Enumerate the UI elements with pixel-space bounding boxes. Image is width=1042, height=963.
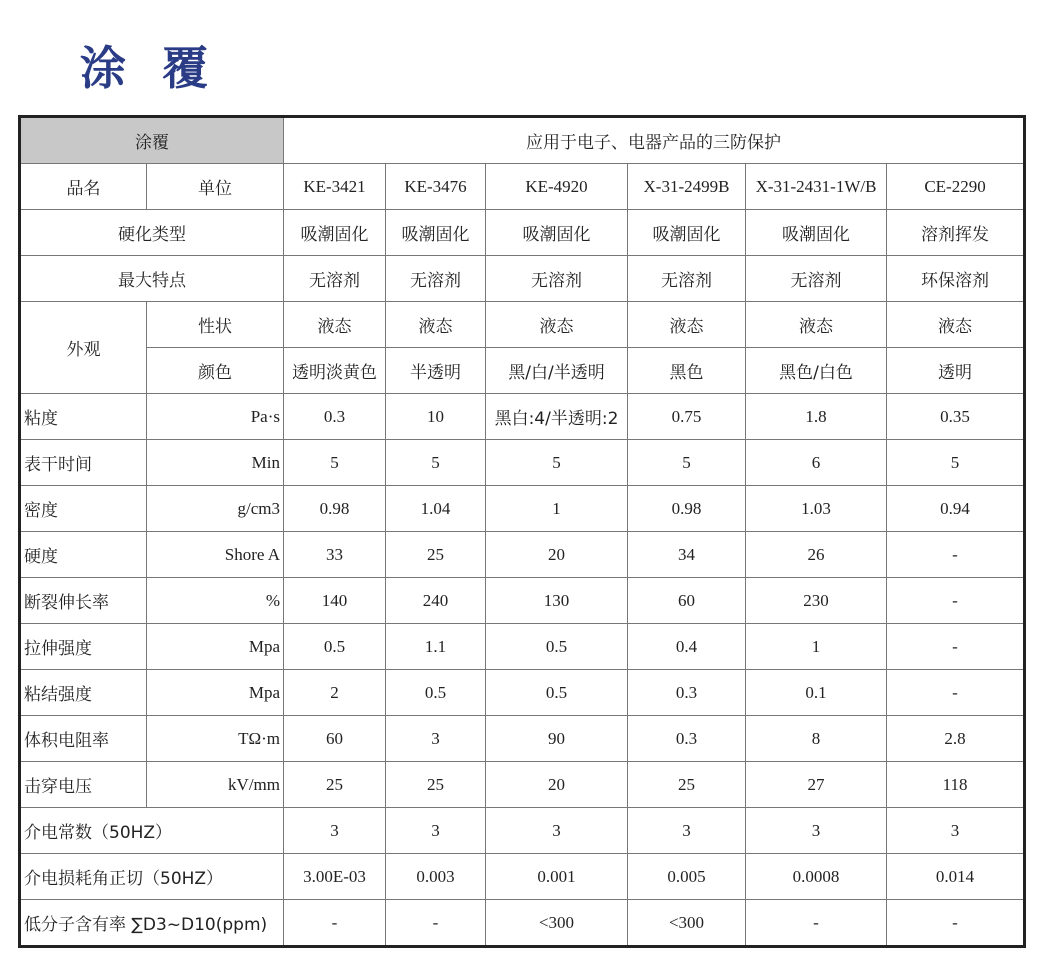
table-cell: 27 <box>746 762 887 808</box>
property-label: 表干时间 <box>20 440 147 486</box>
property-label: 密度 <box>20 486 147 532</box>
table-row <box>20 624 1025 670</box>
table-cell: 0.003 <box>386 854 486 900</box>
table-cell: 无溶剂 <box>284 256 386 302</box>
table-row <box>20 716 1025 762</box>
table-cell: 1 <box>486 486 628 532</box>
table-cell: 10 <box>386 394 486 440</box>
product-name: X-31-2499B <box>628 164 746 210</box>
table-cell: - <box>887 900 1025 947</box>
table-cell: 1 <box>746 624 887 670</box>
table-row-feature <box>20 256 1025 302</box>
unit-cell: Shore A <box>147 532 284 578</box>
table-cell: 33 <box>284 532 386 578</box>
table-cell: 140 <box>284 578 386 624</box>
table-cell: 5 <box>486 440 628 486</box>
table-cell: 1.03 <box>746 486 887 532</box>
row-label: 硬化类型 <box>20 210 284 256</box>
table-cell: 液态 <box>887 302 1025 348</box>
table-cell: 0.014 <box>887 854 1025 900</box>
table-cell: 3 <box>746 808 887 854</box>
table-cell: 2.8 <box>887 716 1025 762</box>
unit-cell: g/cm3 <box>147 486 284 532</box>
table-row <box>20 900 1025 947</box>
table-cell: 无溶剂 <box>486 256 628 302</box>
property-label: 粘度 <box>20 394 147 440</box>
table-cell: 0.001 <box>486 854 628 900</box>
table-cell: 0.3 <box>628 716 746 762</box>
table-cell: 无溶剂 <box>386 256 486 302</box>
unit-cell: TΩ·m <box>147 716 284 762</box>
table-cell: 3 <box>486 808 628 854</box>
table-cell: 0.4 <box>628 624 746 670</box>
table-cell: 0.5 <box>284 624 386 670</box>
table-cell: 0.5 <box>486 624 628 670</box>
unit-cell: Mpa <box>147 624 284 670</box>
row-label: 最大特点 <box>20 256 284 302</box>
table-row-header <box>20 117 1025 164</box>
table-cell: 液态 <box>628 302 746 348</box>
table-cell: 环保溶剂 <box>887 256 1025 302</box>
table-cell: 半透明 <box>386 348 486 394</box>
table-cell: 0.35 <box>887 394 1025 440</box>
product-name: X-31-2431-1W/B <box>746 164 887 210</box>
table-cell: - <box>284 900 386 947</box>
property-label: 体积电阻率 <box>20 716 147 762</box>
property-label: 击穿电压 <box>20 762 147 808</box>
table-cell: - <box>887 624 1025 670</box>
table-cell: - <box>887 532 1025 578</box>
table-cell: 0.3 <box>628 670 746 716</box>
table-cell: 0.0008 <box>746 854 887 900</box>
table-cell: 25 <box>386 532 486 578</box>
table-cell: 3 <box>887 808 1025 854</box>
property-label: 介电损耗角正切（50HZ） <box>20 854 284 900</box>
table-cell: 液态 <box>486 302 628 348</box>
table-cell: 20 <box>486 532 628 578</box>
table-row <box>20 578 1025 624</box>
table-cell: 黑色/白色 <box>746 348 887 394</box>
unit-cell: Min <box>147 440 284 486</box>
row-sublabel: 性状 <box>147 302 284 348</box>
table-cell: 透明 <box>887 348 1025 394</box>
table-cell: 6 <box>746 440 887 486</box>
property-label: 低分子含有率 ∑D3~D10(ppm) <box>20 900 284 947</box>
table-row <box>20 394 1025 440</box>
table-cell: 60 <box>628 578 746 624</box>
table-cell: 230 <box>746 578 887 624</box>
table-cell: 0.5 <box>486 670 628 716</box>
table-cell: - <box>887 578 1025 624</box>
table-cell: 0.3 <box>284 394 386 440</box>
table-cell: 吸潮固化 <box>486 210 628 256</box>
table-cell: 液态 <box>746 302 887 348</box>
table-cell: 0.005 <box>628 854 746 900</box>
table-cell: 5 <box>386 440 486 486</box>
spec-table <box>18 115 1026 948</box>
table-cell: 20 <box>486 762 628 808</box>
table-cell: 1.04 <box>386 486 486 532</box>
property-label: 硬度 <box>20 532 147 578</box>
table-row <box>20 670 1025 716</box>
corner-label: 涂覆 <box>20 117 284 164</box>
table-cell: 2 <box>284 670 386 716</box>
table-cell: 3 <box>628 808 746 854</box>
table-cell: 130 <box>486 578 628 624</box>
table-cell: 3 <box>386 716 486 762</box>
appearance-label: 外观 <box>20 302 147 394</box>
table-cell: 溶剂挥发 <box>887 210 1025 256</box>
table-cell: 25 <box>284 762 386 808</box>
unit-cell: % <box>147 578 284 624</box>
product-name: CE-2290 <box>887 164 1025 210</box>
unit-cell: Mpa <box>147 670 284 716</box>
table-cell: 透明淡黄色 <box>284 348 386 394</box>
table-cell: 34 <box>628 532 746 578</box>
table-cell: 0.98 <box>284 486 386 532</box>
table-cell: - <box>887 670 1025 716</box>
table-cell: - <box>746 900 887 947</box>
table-cell: 0.75 <box>628 394 746 440</box>
table-row <box>20 762 1025 808</box>
unit-label: 单位 <box>147 164 284 210</box>
table-cell: 吸潮固化 <box>746 210 887 256</box>
property-label: 粘结强度 <box>20 670 147 716</box>
table-cell: 黑/白/半透明 <box>486 348 628 394</box>
table-cell: 240 <box>386 578 486 624</box>
unit-cell: kV/mm <box>147 762 284 808</box>
table-cell: 3 <box>386 808 486 854</box>
table-row-state <box>20 302 1025 348</box>
table-cell: 5 <box>887 440 1025 486</box>
product-name: KE-3421 <box>284 164 386 210</box>
table-cell: 25 <box>386 762 486 808</box>
table-cell: 8 <box>746 716 887 762</box>
table-row-products <box>20 164 1025 210</box>
table-cell: 1.1 <box>386 624 486 670</box>
table-row <box>20 440 1025 486</box>
table-cell: - <box>386 900 486 947</box>
table-cell: 26 <box>746 532 887 578</box>
table-cell: 0.1 <box>746 670 887 716</box>
table-row-color <box>20 348 1025 394</box>
table-row <box>20 532 1025 578</box>
table-cell: 黑白:4/半透明:2 <box>486 394 628 440</box>
product-name: KE-4920 <box>486 164 628 210</box>
table-cell: 1.8 <box>746 394 887 440</box>
table-cell: 3.00E-03 <box>284 854 386 900</box>
table-cell: 25 <box>628 762 746 808</box>
table-row <box>20 808 1025 854</box>
table-cell: <300 <box>486 900 628 947</box>
table-cell: 0.94 <box>887 486 1025 532</box>
name-label: 品名 <box>20 164 147 210</box>
unit-cell: Pa·s <box>147 394 284 440</box>
product-name: KE-3476 <box>386 164 486 210</box>
table-cell: 90 <box>486 716 628 762</box>
table-cell: 60 <box>284 716 386 762</box>
table-cell: <300 <box>628 900 746 947</box>
table-cell: 3 <box>284 808 386 854</box>
page-title: 涂 覆 <box>80 41 219 95</box>
table-cell: 黑色 <box>628 348 746 394</box>
property-label: 断裂伸长率 <box>20 578 147 624</box>
table-cell: 5 <box>628 440 746 486</box>
table-cell: 吸潮固化 <box>386 210 486 256</box>
property-label: 拉伸强度 <box>20 624 147 670</box>
application-label: 应用于电子、电器产品的三防保护 <box>284 117 1025 164</box>
table-cell: 0.98 <box>628 486 746 532</box>
table-row <box>20 854 1025 900</box>
property-label: 介电常数（50HZ） <box>20 808 284 854</box>
table-row <box>20 486 1025 532</box>
table-cell: 吸潮固化 <box>628 210 746 256</box>
table-cell: 0.5 <box>386 670 486 716</box>
table-cell: 118 <box>887 762 1025 808</box>
table-row-cure-type <box>20 210 1025 256</box>
table-cell: 5 <box>284 440 386 486</box>
table-cell: 吸潮固化 <box>284 210 386 256</box>
row-sublabel: 颜色 <box>147 348 284 394</box>
table-cell: 无溶剂 <box>628 256 746 302</box>
table-cell: 液态 <box>284 302 386 348</box>
table-cell: 无溶剂 <box>746 256 887 302</box>
table-cell: 液态 <box>386 302 486 348</box>
